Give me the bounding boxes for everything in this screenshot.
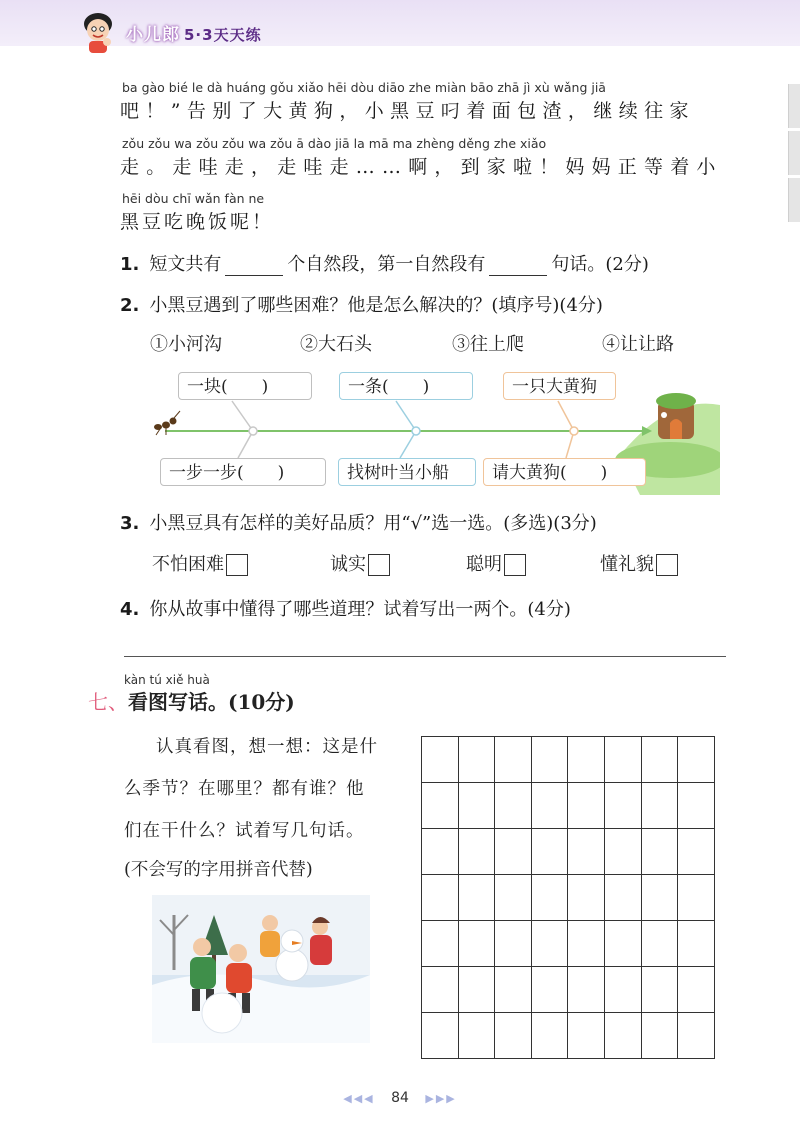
pinyin-line-3: hēi dòu chī wǎn fàn ne xyxy=(122,191,265,206)
grid-cell[interactable] xyxy=(495,783,532,829)
grid-cell[interactable] xyxy=(422,783,459,829)
grid-cell[interactable] xyxy=(531,829,568,875)
grid-cell[interactable] xyxy=(641,783,678,829)
answer-blank-paragraphs[interactable] xyxy=(225,257,283,276)
grid-cell[interactable] xyxy=(678,1013,715,1059)
pinyin-line-1: ba gào bié le dà huáng gǒu xiǎo hēi dòu diāo zhe miàn bāo zhā jì xù wǎng jiā xyxy=(122,80,606,95)
grid-cell[interactable] xyxy=(678,875,715,921)
grid-cell[interactable] xyxy=(641,737,678,783)
grid-cell[interactable] xyxy=(641,1013,678,1059)
diagram-bottom-3[interactable]: 请大黄狗( ) xyxy=(483,458,646,486)
grid-cell[interactable] xyxy=(604,921,641,967)
question-2 xyxy=(120,291,603,317)
grid-cell[interactable] xyxy=(422,967,459,1013)
grid-cell[interactable] xyxy=(495,829,532,875)
choice-3 xyxy=(466,550,526,576)
grid-cell[interactable] xyxy=(604,1013,641,1059)
question-4 xyxy=(120,595,571,621)
node-2 xyxy=(412,427,420,435)
grid-cell[interactable] xyxy=(641,967,678,1013)
snowman-scene-image xyxy=(152,895,370,1043)
grid-cell[interactable] xyxy=(458,783,495,829)
section7-title xyxy=(88,686,295,715)
answer-blank-sentences[interactable] xyxy=(489,257,547,276)
grid-cell[interactable] xyxy=(422,737,459,783)
grid-cell[interactable] xyxy=(604,829,641,875)
grid-cell[interactable] xyxy=(678,783,715,829)
choice-checkbox[interactable] xyxy=(226,554,248,576)
grid-cell[interactable] xyxy=(568,1013,605,1059)
grid-cell[interactable] xyxy=(422,829,459,875)
grid-cell[interactable] xyxy=(495,921,532,967)
grid-cell[interactable] xyxy=(568,875,605,921)
grid-cell[interactable] xyxy=(495,1013,532,1059)
grid-cell[interactable] xyxy=(495,875,532,921)
section7-number: 七、 xyxy=(88,690,128,714)
choice-label: 聪明 xyxy=(466,554,502,575)
question-number: 3. xyxy=(120,513,140,534)
prev-arrows-icon: ◀◀◀ xyxy=(343,1092,375,1105)
choice-checkbox[interactable] xyxy=(504,554,526,576)
page-edge-tabs xyxy=(788,84,800,224)
grid-cell[interactable] xyxy=(495,967,532,1013)
grid-cell[interactable] xyxy=(568,921,605,967)
question-number: 1. xyxy=(120,254,140,275)
brand-logo: 小儿郎 xyxy=(126,25,180,45)
page-number xyxy=(0,1090,800,1106)
grid-cell[interactable] xyxy=(531,967,568,1013)
grid-cell[interactable] xyxy=(531,875,568,921)
question-text: 你从故事中懂得了哪些道理？试着写出一两个。(4分) xyxy=(149,599,571,620)
diagram-top-3: 一只大黄狗 xyxy=(503,372,616,400)
grid-cell[interactable] xyxy=(458,829,495,875)
prompt-line-3: 们在干什么？试着写几句话。 xyxy=(124,821,365,841)
choice-checkbox[interactable] xyxy=(656,554,678,576)
diagram-top-2[interactable]: 一条( ) xyxy=(339,372,473,400)
grid-cell[interactable] xyxy=(568,783,605,829)
section7-pinyin: kàn tú xiě huà xyxy=(124,673,210,687)
question-text: 句话。(2分) xyxy=(551,254,649,275)
prompt-line-4: (不会写的字用拼音代替) xyxy=(124,860,313,880)
child-icon xyxy=(260,915,280,957)
grid-cell[interactable] xyxy=(604,967,641,1013)
diagram-bottom-2: 找树叶当小船 xyxy=(338,458,476,486)
question-1 xyxy=(120,250,649,276)
grid-cell[interactable] xyxy=(531,921,568,967)
grid-cell[interactable] xyxy=(531,1013,568,1059)
snowball-icon xyxy=(202,993,242,1033)
grid-cell[interactable] xyxy=(458,921,495,967)
grid-cell[interactable] xyxy=(568,737,605,783)
choice-label: 诚实 xyxy=(330,554,366,575)
brand-title xyxy=(126,20,262,45)
writing-grid[interactable] xyxy=(421,736,715,1059)
passage-line-1: 吧！”告别了大黄狗，小黑豆叼着面包渣，继续往家 xyxy=(120,100,695,122)
option-1: ①小河沟 xyxy=(150,334,222,355)
section7-title-text: 看图写话。(10分) xyxy=(128,690,295,714)
grid-cell[interactable] xyxy=(422,921,459,967)
mascot-icon xyxy=(78,10,118,54)
grid-cell[interactable] xyxy=(531,737,568,783)
grid-cell[interactable] xyxy=(458,967,495,1013)
option-3: ③往上爬 xyxy=(452,334,524,355)
grid-cell[interactable] xyxy=(495,737,532,783)
grid-cell[interactable] xyxy=(531,783,568,829)
choice-label: 懂礼貌 xyxy=(600,554,654,575)
header-band xyxy=(0,0,800,58)
passage-line-3: 黑豆吃晚饭呢！ xyxy=(120,211,275,233)
question-number: 2. xyxy=(120,295,140,316)
choice-checkbox[interactable] xyxy=(368,554,390,576)
next-arrows-icon: ▶▶▶ xyxy=(425,1092,457,1105)
node-1 xyxy=(249,427,257,435)
option-4: ④让让路 xyxy=(602,334,674,355)
question-3 xyxy=(120,509,597,535)
passage-line-2: 走。走哇走，走哇走……啊，到家啦！妈妈正等着小 xyxy=(120,156,723,178)
page-number-text: 84 xyxy=(391,1090,409,1106)
answer-line[interactable] xyxy=(124,656,726,657)
grid-cell[interactable] xyxy=(568,967,605,1013)
diagram-bottom-1[interactable]: 一步一步( ) xyxy=(160,458,326,486)
question-number: 4. xyxy=(120,599,140,620)
grid-cell[interactable] xyxy=(568,829,605,875)
grid-cell[interactable] xyxy=(604,783,641,829)
choice-4 xyxy=(600,550,678,576)
question-text: 小黑豆具有怎样的美好品质？用“√”选一选。(多选)(3分) xyxy=(149,513,597,534)
choice-2 xyxy=(330,550,390,576)
node-3 xyxy=(570,427,578,435)
grid-cell[interactable] xyxy=(458,737,495,783)
diagram-top-1[interactable]: 一块( ) xyxy=(178,372,312,400)
grid-cell[interactable] xyxy=(422,875,459,921)
grid-cell[interactable] xyxy=(422,1013,459,1059)
grid-cell[interactable] xyxy=(678,967,715,1013)
question-text: 个自然段，第一自然段有 xyxy=(287,254,486,275)
grid-cell[interactable] xyxy=(641,875,678,921)
choice-label: 不怕困难 xyxy=(152,554,224,575)
question-text: 短文共有 xyxy=(149,254,222,275)
pinyin-line-2: zǒu zǒu wa zǒu zǒu wa zǒu ā dào jiā la mā ma zhèng děng zhe xiǎo xyxy=(122,136,547,151)
prompt-line-2: 么季节？在哪里？都有谁？他 xyxy=(124,779,365,799)
tree-stump-house-icon xyxy=(656,393,696,439)
choice-1 xyxy=(152,550,248,576)
grid-cell[interactable] xyxy=(641,921,678,967)
grid-cell[interactable] xyxy=(678,737,715,783)
grid-cell[interactable] xyxy=(604,737,641,783)
grid-cell[interactable] xyxy=(641,829,678,875)
question-text: 小黑豆遇到了哪些困难？他是怎么解决的？(填序号)(4分) xyxy=(149,295,603,316)
grid-cell[interactable] xyxy=(458,1013,495,1059)
grid-cell[interactable] xyxy=(458,875,495,921)
prompt-line-1: 认真看图，想一想：这是什 xyxy=(156,737,378,757)
brand-series: 5·3天天练 xyxy=(184,26,262,44)
option-2: ②大石头 xyxy=(300,334,372,355)
grid-cell[interactable] xyxy=(604,875,641,921)
grid-cell[interactable] xyxy=(678,921,715,967)
grid-cell[interactable] xyxy=(678,829,715,875)
